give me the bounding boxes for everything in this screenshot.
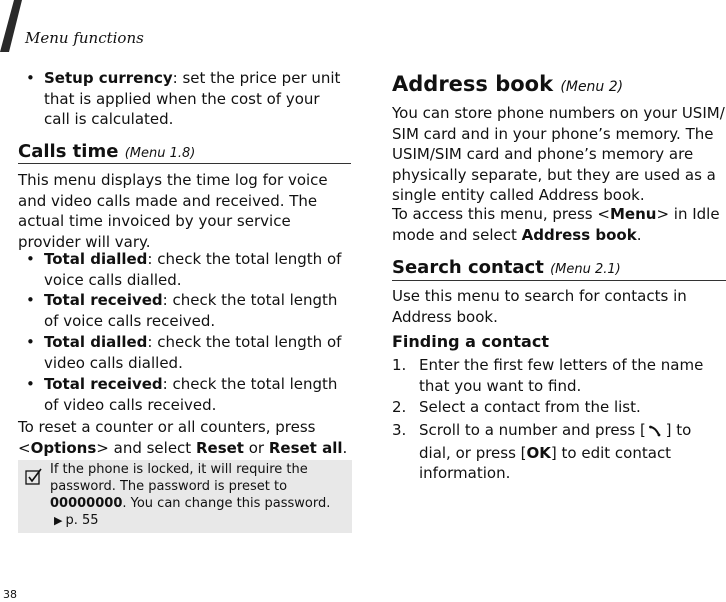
calls-time-menu-ref: (Menu 1.8)	[124, 146, 196, 161]
list-item: Total received: check the total length of video calls received.	[44, 375, 338, 414]
list-item: Total dialled: check the total length of video calls dialled.	[44, 333, 342, 372]
bullet: •	[26, 69, 35, 87]
step-item: Select a contact from the list.	[419, 398, 641, 416]
header-bar	[0, 0, 22, 52]
bullet: •	[26, 291, 35, 309]
setup-currency-item	[44, 68, 350, 130]
calls-time-rule	[18, 163, 351, 164]
dial-key-icon	[649, 422, 661, 443]
search-contact-heading: Search contact (Menu 2.1)	[392, 257, 621, 278]
setup-currency-text: : set the price per unit that is applied when the cost of your call is calculated.	[44, 69, 341, 128]
bullet: •	[26, 375, 35, 393]
search-contact-menu-ref: (Menu 2.1)	[550, 262, 621, 277]
address-book-p2: To access this menu, press <Menu> in Idle mode and select Address book.	[392, 205, 720, 244]
note-box	[18, 460, 352, 533]
bullet: •	[26, 333, 35, 351]
running-head: Menu functions	[25, 29, 144, 47]
list-item: Total dialled: check the total length of voice calls dialled.	[44, 250, 342, 289]
note-text: If the phone is locked, it will require the password. The password is preset to 00000000. You can change this password. ▶ p. 55	[50, 462, 331, 528]
step-item: Scroll to a number and press [ ] to dial, or press [OK] to edit contact information.	[419, 421, 692, 482]
calls-time-intro: This menu displays the time log for voice and video calls made and received. The actual time invoiced by your service provider will vary.	[18, 171, 328, 251]
step-item: Enter the first few letters of the name that you want to find.	[419, 356, 704, 395]
step-number: 2.	[392, 398, 407, 416]
list-item: Total received: check the total length of voice calls received.	[44, 291, 338, 330]
bullet: •	[26, 250, 35, 268]
setup-currency-term: Setup currency	[44, 69, 173, 87]
reset-instructions: To reset a counter or all counters, press <Options> and select Reset or Reset all.	[18, 418, 348, 457]
calls-time-heading: Calls time (Menu 1.8)	[18, 141, 196, 162]
finding-contact-heading: Finding a contact	[392, 332, 549, 351]
note-check-icon	[25, 468, 43, 489]
page-number: 38	[3, 588, 17, 601]
page-ref-arrow-icon: ▶	[54, 514, 63, 527]
address-book-heading: Address book (Menu 2)	[392, 72, 624, 96]
search-contact-intro: Use this menu to search for contacts in Address book.	[392, 287, 687, 326]
step-number: 1.	[392, 356, 407, 374]
search-contact-rule	[392, 280, 726, 281]
address-book-menu-ref: (Menu 2)	[560, 79, 624, 95]
address-book-p1: You can store phone numbers on your USIM/ SIM card and in your phone’s memory. The USIM/SIM card and phone’s memory are physically separate, but they are used as a single entity called Address book.	[392, 104, 725, 204]
page-ref: p. 55	[65, 513, 99, 528]
step-number: 3.	[392, 421, 407, 439]
